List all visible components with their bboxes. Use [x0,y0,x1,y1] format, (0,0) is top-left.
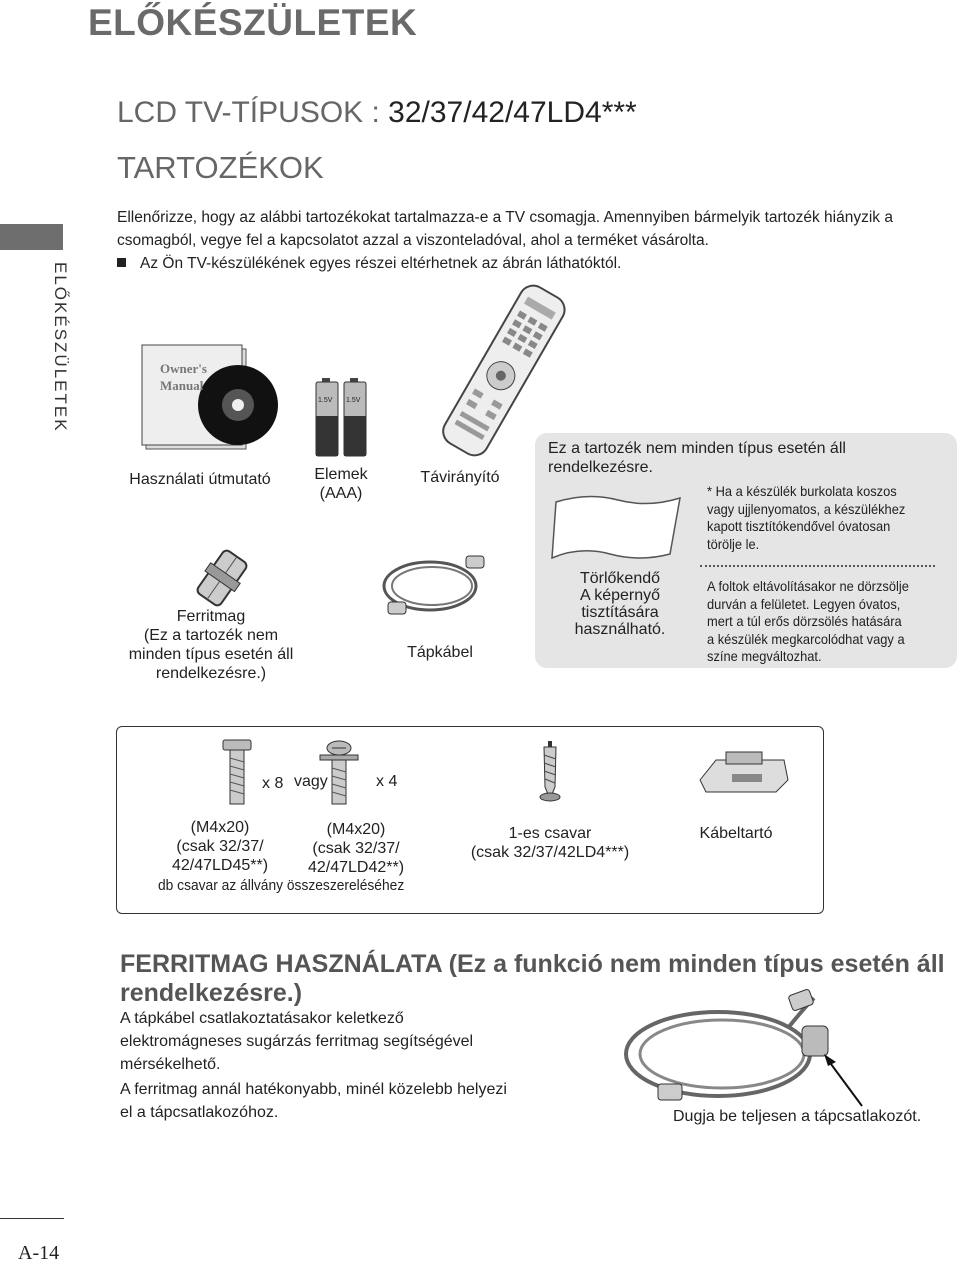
ferrite-para1-line-2: elektromágneses sugárzás ferritmag segítségével [120,1033,474,1050]
screw-1-spec-line-1: (M4x20) [190,819,250,836]
ferrite-label [108,607,314,683]
manual-cover-line-1: Owner's [160,361,207,376]
screw-1-spec-line-2: (csak 32/37/ [176,838,264,855]
cloth-label-line-2: A képernyő [579,587,661,604]
model-numbers: 32/37/42/47LD4*** [388,96,637,129]
screw-2-spec-line-3: 42/47LD42**) [307,859,405,876]
cloth-heading-line-2: rendelkezésre. [548,459,653,476]
owners-manual-illustration [140,343,280,453]
screw-3-spec-line-1: 1-es csavar [508,825,592,842]
ferrite-core-illustration [196,548,248,608]
batteries-label-line-2: (AAA) [319,485,363,502]
cloth-note-2-line-1: A foltok eltávolításakor ne dörzsölje [707,578,909,594]
screw-or-label: vagy [294,773,328,790]
cleaning-cloth-illustration [548,492,688,564]
battery-label-1: 1.5V [318,397,333,404]
model-prefix: LCD TV-TÍPUSOK : [117,96,389,129]
manual-cover-line-2: Manual [160,378,204,393]
screw-2-spec [286,820,426,877]
cloth-note-2-line-5: színe megváltozhat. [707,648,822,664]
ferrite-usage-heading: FERRITMAG HASZNÁLATA (Ez a funkció nem minden típus esetén áll rendelkezésre.) [120,950,945,1007]
footer-rule [0,1218,64,1219]
cloth-label-line-4: használható. [574,621,666,638]
page-title: ELŐKÉSZÜLETEK [88,2,418,43]
remote-label: Távirányító [420,469,500,486]
ferrite-label-line-4: rendelkezésre.) [155,665,267,682]
ferrite-usage-paragraph-1 [120,1007,473,1076]
screw-1-illustration [538,741,562,801]
screw-2-spec-line-1: (M4x20) [326,821,386,838]
ferrite-label-line-2: (Ez a tartozék nem [143,627,279,644]
callout-arrow [822,1054,866,1108]
model-heading [117,96,637,130]
cloth-box-heading [548,439,928,477]
cloth-note-1-line-3: kapott tisztítókendővel óvatosan [707,518,891,534]
cloth-note-2 [707,578,955,666]
cloth-note-2-line-4: a készülék megkarcolódhat vagy a [707,630,905,647]
batteries-illustration [314,378,370,458]
cloth-note-1-line-2: vagy ujjlenyomatos, a készülékhez [707,500,906,517]
screw-1-spec [150,818,290,875]
cloth-note-1 [707,483,955,553]
cloth-note-2-line-2: durván a felületet. Legyen óvatos, [707,595,901,612]
screw-1-spec-line-3: 42/47LD45**) [171,857,269,874]
cloth-label [560,570,680,638]
bullet-square-icon [117,258,126,267]
page-number: A-14 [18,1242,60,1264]
power-cord-illustration [378,552,494,622]
cloth-heading-line-1: Ez a tartozék nem minden típus esetén áll [548,440,846,457]
power-cord-label: Tápkábel [407,644,473,661]
note-text: Az Ön TV-készülékének egyes részei eltérhetnek az ábrán láthatóktól. [140,255,622,272]
screw-m4x20-a-illustration [221,740,253,806]
side-section-label: ELŐKÉSZÜLETEK [51,262,70,433]
side-tab-marker [0,224,63,250]
screw-qty-2: x 4 [376,773,398,790]
cable-holder-label: Kábeltartó [699,825,773,842]
cable-holder-illustration [696,750,792,796]
ferrite-usage-paragraph-2 [120,1078,507,1124]
stand-screws-note: db csavar az állvány összeszereléséhez [158,877,405,894]
screw-qty-1: x 8 [262,775,284,792]
power-cord-with-ferrite-illustration [618,988,838,1108]
screw-3-spec [450,824,650,862]
cloth-label-line-1: Törlőkendő [579,570,661,587]
accessories-heading: TARTOZÉKOK [117,150,324,185]
ferrite-label-line-1: Ferritmag [176,608,246,625]
intro-paragraph: Ellenőrizze, hogy az alábbi tartozékokat tartalmazza-e a TV csomagja. Amennyiben bármelyik tartozék hiányzik a csomagból, vegye fel a kapcsolatot azzal a viszonteladóval, ahol a terméket vásárolta. [117,209,893,249]
batteries-label-line-1: Elemek [314,466,368,483]
ferrite-para2-line-1: A ferritmag annál hatékonyabb, minél közelebb helyezi [120,1081,507,1098]
ferrite-label-line-3: minden típus esetén áll [128,646,294,663]
battery-label-2: 1.5V [346,397,361,404]
ferrite-para1-line-1: A tápkábel csatlakoztatásakor keletkező [120,1010,404,1027]
dotted-divider [700,565,935,567]
screw-3-spec-line-2: (csak 32/37/42LD4***) [470,844,630,861]
batteries-label [296,465,386,503]
cloth-note-1-line-4: törölje le. [707,535,760,552]
manual-label: Használati útmutató [129,471,271,488]
cloth-label-line-3: tisztítására [581,604,659,621]
screw-2-spec-line-2: (csak 32/37/ [312,840,400,857]
note-line [117,252,621,275]
ferrite-para1-line-3: mérsékelhető. [120,1056,221,1073]
ferrite-callout-text: Dugja be teljesen a tápcsatlakozót. [673,1108,922,1125]
ferrite-para2-line-2: el a tápcsatlakozóhoz. [120,1104,279,1121]
cloth-note-2-line-3: mert a túl erős dörzsölés hatására [707,613,902,629]
cloth-note-1-line-1: * Ha a készülék burkolata koszos [707,483,897,499]
